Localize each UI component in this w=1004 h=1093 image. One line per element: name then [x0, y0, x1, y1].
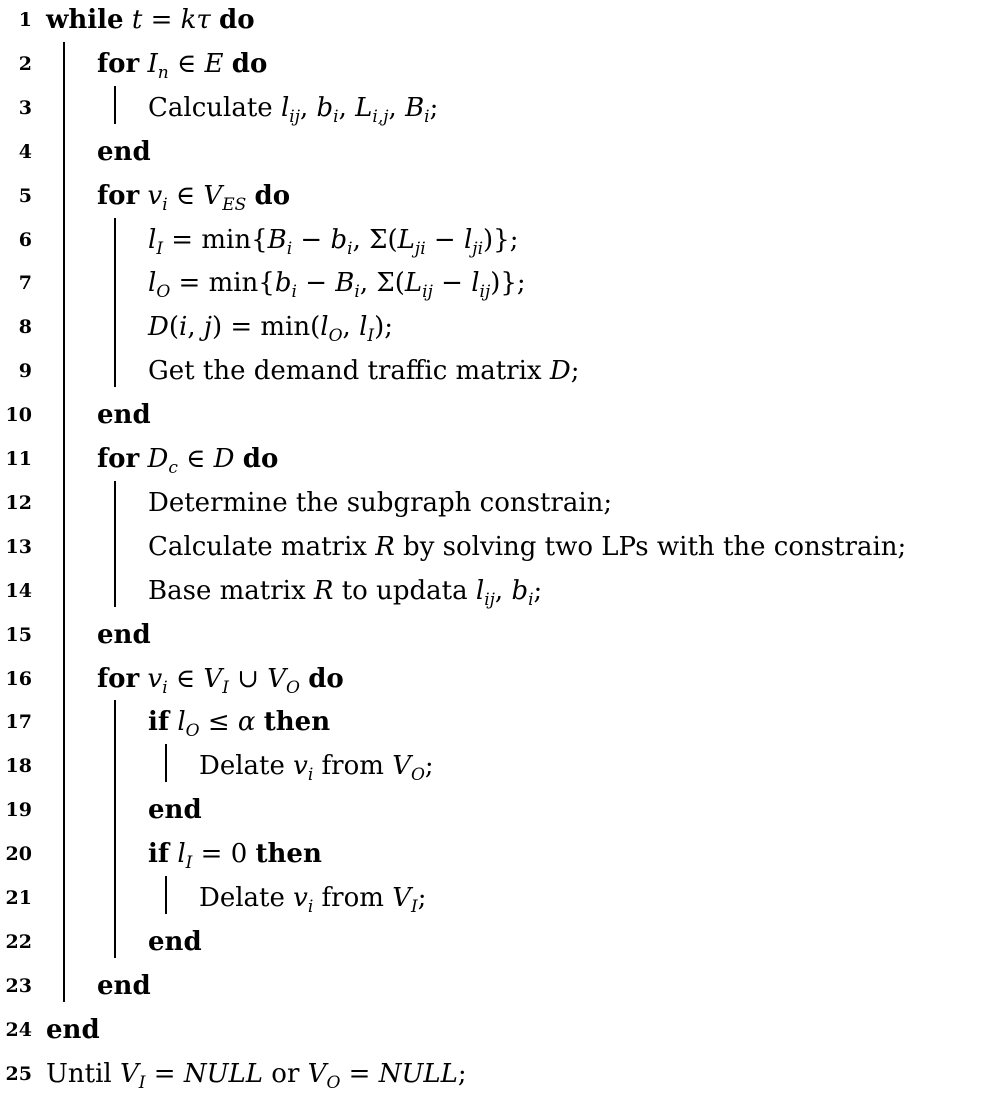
- line-number: 19: [5, 799, 32, 822]
- line-number: 24: [5, 1018, 32, 1041]
- algorithm-line: [0, 90, 1004, 126]
- algorithm-line: [0, 704, 1004, 740]
- line-code: end: [97, 970, 151, 1001]
- algorithm-line: [0, 529, 1004, 565]
- line-code: Determine the subgraph constrain;: [148, 487, 613, 518]
- line-number: 14: [5, 579, 32, 602]
- line-number: 6: [18, 228, 32, 251]
- block-guide-line: [165, 744, 167, 782]
- line-number: 18: [5, 755, 32, 778]
- line-code: for $D_c$ ∈ D do: [97, 444, 279, 478]
- algorithm-line: [0, 924, 1004, 960]
- line-number: 12: [5, 491, 32, 514]
- line-code: Delate $v_i$ from $V_O$;: [199, 751, 434, 786]
- line-code: end: [148, 795, 202, 826]
- line-number: 8: [18, 316, 32, 339]
- block-guide-line: [114, 86, 116, 124]
- line-number: 2: [18, 52, 32, 75]
- line-number: 9: [18, 360, 32, 383]
- line-code: end: [97, 136, 151, 167]
- line-number: 13: [5, 535, 32, 558]
- algorithm-line: [0, 178, 1004, 214]
- algorithm-line: [0, 792, 1004, 828]
- algorithm-line: [0, 397, 1004, 433]
- algorithm-line: [0, 2, 1004, 38]
- algorithm-line: [0, 441, 1004, 477]
- line-code: if $l_O \le \alpha$ then: [148, 707, 331, 742]
- algorithm-line: [0, 748, 1004, 784]
- line-number: 3: [18, 96, 32, 119]
- line-code: $l_I = \min\{B_i - b_i$, $\Sigma(L_{ji} - l_{ji})$};: [148, 224, 519, 259]
- line-code: if $l_I = 0$ then: [148, 839, 322, 874]
- block-guide-line: [114, 481, 116, 607]
- algorithm-line: [0, 617, 1004, 653]
- line-code: for $v_i$ ∈ $V_I$ ∪ $V_O$ do: [97, 663, 344, 698]
- line-code: for $I_n$ ∈ E do: [97, 48, 268, 83]
- line-code: Delate $v_i$ from $V_I$;: [199, 883, 427, 917]
- algorithm-line: [0, 1012, 1004, 1048]
- line-number: 22: [5, 930, 32, 953]
- algorithm-line: [0, 968, 1004, 1004]
- block-guide-line: [114, 218, 116, 388]
- line-number: 20: [5, 843, 32, 866]
- line-number: 15: [5, 623, 32, 646]
- algorithm-line: [0, 46, 1004, 82]
- line-code: while t = kτ do: [46, 5, 255, 35]
- algorithm-line: [0, 222, 1004, 258]
- line-code: Get the demand traffic matrix D;: [148, 356, 580, 387]
- algorithm-line: [0, 880, 1004, 916]
- line-code: end: [46, 1014, 100, 1045]
- block-guide-line: [63, 42, 65, 1002]
- line-number: 5: [18, 184, 32, 207]
- line-number: 17: [5, 711, 32, 734]
- algorithm-line: [0, 309, 1004, 345]
- algorithm-line: [0, 353, 1004, 389]
- line-number: 1: [18, 9, 32, 31]
- algorithm-line: [0, 836, 1004, 872]
- line-code: end: [148, 926, 202, 957]
- line-number: 23: [5, 974, 32, 997]
- line-code: end: [97, 400, 151, 431]
- line-code: Until $V_I$ = NULL or $V_O$ = NULL;: [46, 1058, 467, 1093]
- algorithm-line: [0, 265, 1004, 301]
- algorithm-line: [0, 661, 1004, 697]
- line-code: Calculate matrix R by solving two LPs with the constrain;: [148, 531, 907, 562]
- line-code: end: [97, 619, 151, 650]
- line-number: 7: [18, 272, 32, 295]
- line-code: Calculate $l_{ij}$, $b_i$, $L_{i,j}$, $B_i$;: [148, 92, 439, 127]
- algorithm-line: [0, 573, 1004, 609]
- block-guide-line: [114, 700, 116, 958]
- line-code: for $v_i$ ∈ $V_{ES}$ do: [97, 180, 291, 215]
- line-number: 11: [5, 448, 32, 470]
- line-number: 16: [5, 667, 32, 690]
- line-number: 10: [5, 404, 32, 427]
- algorithm-line: [0, 485, 1004, 521]
- algorithm-line: [0, 134, 1004, 170]
- line-code: D(i, $j) = \min(l_O$, $l_I$);: [148, 312, 394, 347]
- line-code: $l_O = \min\{b_i - B_i$, $\Sigma(L_{ij} - l_{ij})$};: [148, 268, 526, 303]
- algorithm-line: [0, 1056, 1004, 1092]
- line-code: Base matrix R to updata $l_{ij}$, $b_i$;: [148, 575, 543, 610]
- line-number: 4: [18, 140, 32, 163]
- block-guide-line: [165, 876, 167, 914]
- line-number: 25: [5, 1062, 32, 1085]
- line-number: 21: [5, 887, 32, 909]
